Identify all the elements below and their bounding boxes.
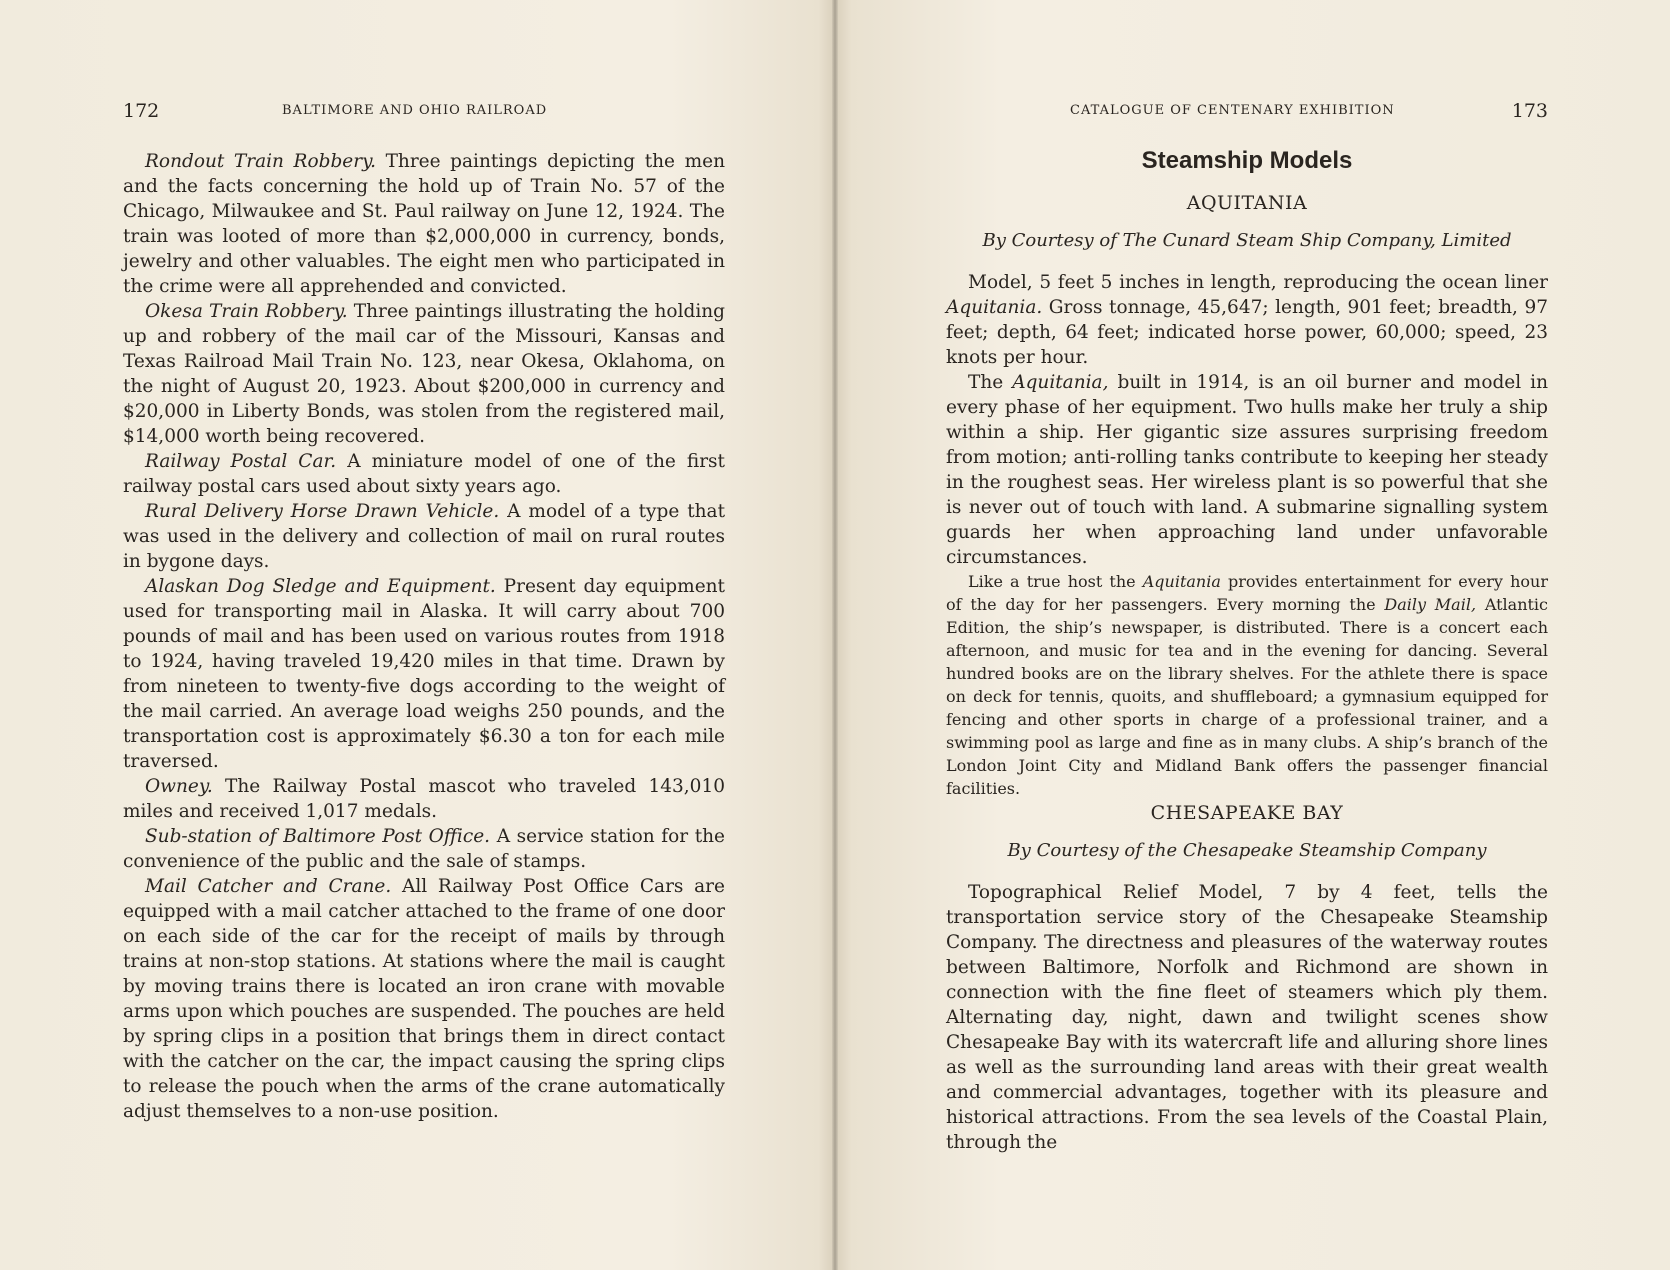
- entry-paragraph: [123, 299, 725, 449]
- text-run: provides entertainment for every hour of the day for her passengers. Every morning the: [946, 572, 1548, 614]
- entry-text: A model of a type that was used in the delivery and collection of mail on rural routes in bygone days.: [123, 501, 726, 572]
- left-running-head: [123, 100, 725, 130]
- right-page-body: [946, 146, 1548, 1155]
- entry-title: Railway Postal Car.: [145, 451, 337, 472]
- right-page: [946, 0, 1548, 1270]
- text-run: Gross tonnage, 45,647; length, 901 feet; breadth, 97 feet; depth, 64 feet; indicated horse power, 60,000; speed, 23 knots per hour.: [946, 297, 1548, 368]
- text-run: The: [968, 372, 1013, 393]
- entry-title: Owney.: [145, 776, 213, 797]
- entry-text: The Railway Postal mascot who traveled 143,010 miles and received 1,017 medals.: [123, 776, 725, 822]
- model-heading-chesapeake: CHESAPEAKE BAY: [1150, 802, 1344, 824]
- book-gutter: [832, 0, 838, 1270]
- ship-name: Aquitania,: [1012, 372, 1109, 393]
- left-page: [123, 0, 725, 1270]
- entry-title: Rondout Train Robbery.: [145, 151, 376, 172]
- running-head-title: BALTIMORE AND OHIO RAILROAD: [282, 103, 548, 118]
- text-run: built in 1914, is an oil burner and model in every phase of her equipment. Two hulls make her truly a ship within a ship. Her gigantic size assures surprising freedom from motion; anti-rolling tanks contribute to keeping her steady in the roughest seas. Her wireless plant is so powerful that she is never out of touch with land. A submarine signalling system guards her when approaching land under unfavorable circumstances.: [946, 372, 1548, 568]
- entry-paragraph: [123, 499, 725, 574]
- entry-paragraph: [123, 874, 725, 1124]
- entry-title: Sub-station of Baltimore Post Office.: [145, 826, 491, 847]
- entry-text: Present day equipment used for transporting mail in Alaska. It will carry about 700 pounds of mail and has been used on various routes from 1918 to 1924, having traveled 19,420 miles in that time. Drawn by from nineteen to twenty-five dogs according to the weight of the mail carried. An average load weighs 250 pounds, and the transportation cost is approximately $6.30 a ton for each mile traversed.: [123, 576, 725, 772]
- entry-text: A service station for the convenience of the public and the sale of stamps.: [123, 826, 725, 872]
- page-number: 173: [1511, 100, 1548, 122]
- text-run: Atlantic Edition, the ship’s newspaper, is distributed. There is a concert each afternoon, and music for tea and in the evening for dancing. Several hundred books are on the library shelves. For the athlete there is space on deck for tennis, quoits, and shuffleboard; a gymnasium equipped for fencing and other sports in charge of a professional trainer, and a swimming pool as large and fine as in many clubs. A ship’s branch of the London Joint City and Midland Bank offers the passenger financial facilities.: [946, 595, 1549, 798]
- aquitania-paragraph-3: [946, 570, 1548, 800]
- right-running-head: [946, 100, 1548, 130]
- entry-paragraph: [123, 774, 725, 824]
- running-head-title: CATALOGUE OF CENTENARY EXHIBITION: [1070, 103, 1395, 118]
- model-heading-aquitania: AQUITANIA: [1186, 192, 1308, 214]
- courtesy-line-aquitania: By Courtesy of The Cunard Steam Ship Company, Limited: [982, 230, 1512, 251]
- newspaper-name: Daily Mail,: [1384, 595, 1477, 614]
- section-title: Steamship Models: [1141, 147, 1353, 174]
- entry-title: Okesa Train Robbery.: [145, 301, 348, 322]
- courtesy-line-chesapeake: By Courtesy of the Chesapeake Steamship Company: [1007, 840, 1487, 861]
- aquitania-paragraph-2: [946, 370, 1548, 570]
- page-number: 172: [123, 100, 160, 122]
- entry-paragraph: [123, 574, 725, 774]
- text-run: Like a true host the: [968, 572, 1143, 591]
- entry-paragraph: [123, 149, 725, 299]
- entry-title: Mail Catcher and Crane.: [145, 876, 392, 897]
- entry-text: All Railway Post Office Cars are equipped with a mail catcher attached to the frame of one door on each side of the car for the receipt of mails by through trains at non-stop stations. At stations where the mail is caught by moving trains there is located an iron crane with movable arms upon which pouches are suspended. The pouches are held by spring clips in a position that brings them in direct contact with the catcher on the car, the impact causing the spring clips to release the pouch when the arms of the crane automatically adjust themselves to a non-use position.: [123, 876, 725, 1122]
- entry-paragraph: [123, 449, 725, 499]
- ship-name: Aquitania.: [946, 297, 1043, 318]
- entry-text: A miniature model of one of the first railway postal cars used about sixty years ago.: [123, 451, 725, 497]
- left-page-body: [123, 149, 725, 1124]
- entry-text: Three paintings illustrating the holding up and robbery of the mail car of the Missouri, Kansas and Texas Railroad Mail Train No. 123, near Okesa, Oklahoma, on the night of August 20, 1923. About $200,000 in currency and $20,000 in Liberty Bonds, was stolen from the registered mail, $14,000 worth being recovered.: [123, 301, 725, 447]
- ship-name: Aquitania: [1142, 572, 1221, 591]
- chesapeake-paragraph-1: Topographical Relief Model, 7 by 4 feet, tells the transportation service story of the Chesapeake Steamship Company. The directness and pleasures of the waterway routes between Baltimore, Norfolk and Richmond are shown in connection with the fine fleet of steamers which ply them. Alternating day, night, dawn and twilight scenes show Chesapeake Bay with its watercraft life and alluring shore lines as well as the surrounding land areas with their great wealth and commercial advantages, together with its pleasure and historical attractions. From the sea levels of the Coastal Plain, through the: [946, 882, 1548, 1153]
- aquitania-paragraph-1: [946, 270, 1548, 370]
- entry-paragraph: [123, 824, 725, 874]
- entry-text: Three paintings depicting the men and the facts concerning the hold up of Train No. 57 of the Chicago, Milwaukee and St. Paul railway on June 12, 1924. The train was looted of more than $2,000,000 in currency, bonds, jewelry and other valuables. The eight men who participated in the crime were all apprehended and convicted.: [123, 151, 725, 297]
- entry-title: Rural Delivery Horse Drawn Vehicle.: [145, 501, 500, 522]
- text-run: Model, 5 feet 5 inches in length, reproducing the ocean liner: [968, 272, 1548, 293]
- entry-title: Alaskan Dog Sledge and Equipment.: [145, 576, 496, 597]
